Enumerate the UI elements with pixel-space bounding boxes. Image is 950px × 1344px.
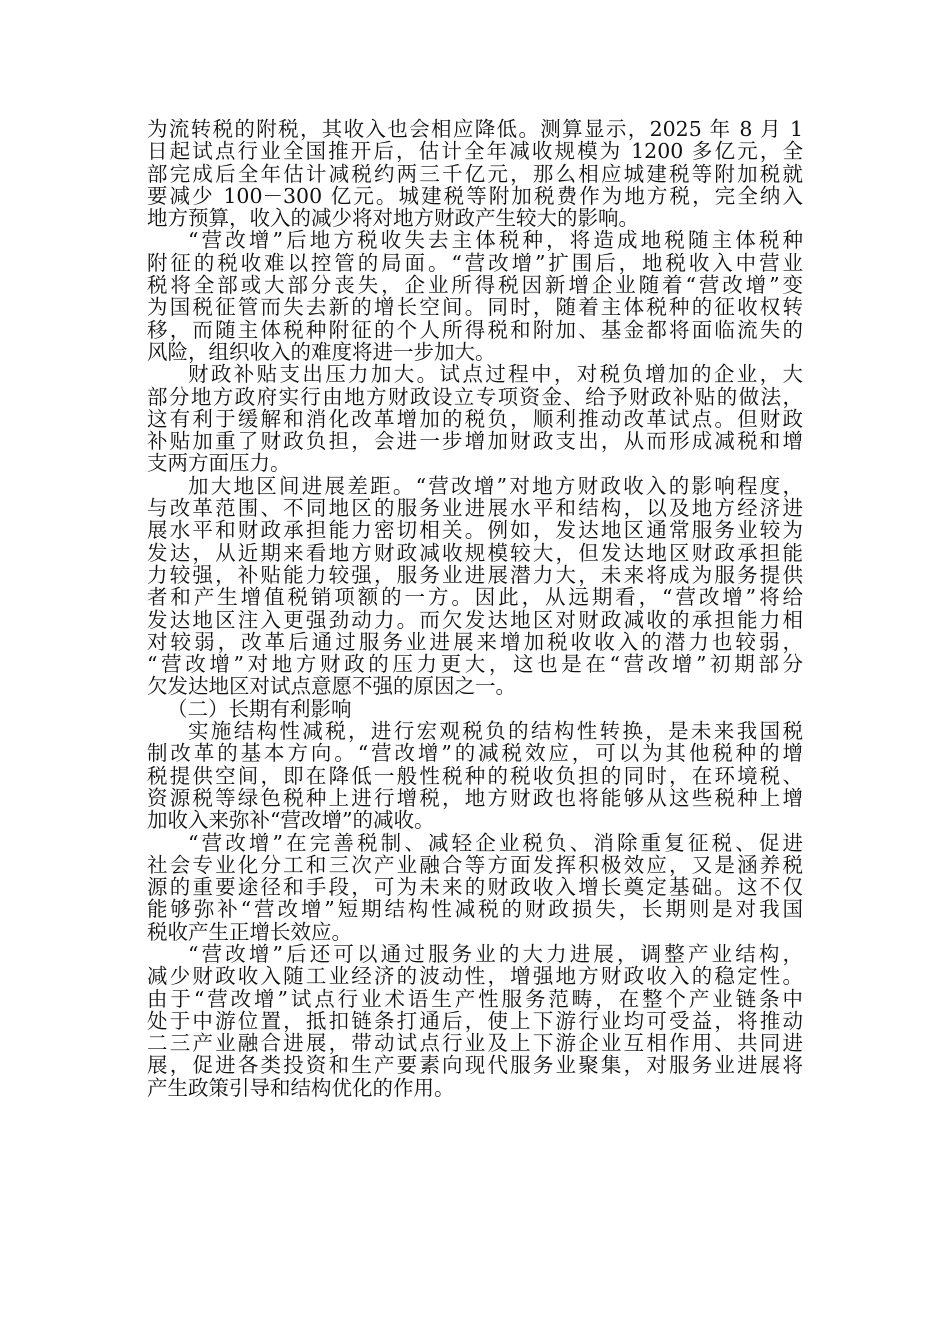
text-line: “营改增”对地方财政的压力更大，这也是在“营改增”初期部分 <box>147 652 803 677</box>
text-line: 能够弥补“营改增”短期结构性减税的财政损失，长期则是对我国 <box>147 897 803 922</box>
text-line: 税收产生正增长效应。 <box>147 919 352 944</box>
text-line: “营改增”在完善税制、减轻企业税负、消除重复征税、促进 <box>188 830 803 855</box>
text-line: 支两方面压力。 <box>147 451 291 476</box>
text-line: “营改增”后地方税收失去主体税种，将造成地税随主体税种 <box>188 228 803 253</box>
text-line: 力较强，补贴能力较强，服务业进展潜力大，未来将成为服务提供 <box>147 562 803 587</box>
text-line: 风险，组织收入的难度将进一步加大。 <box>147 339 496 364</box>
text-line: 源的重要途径和手段，可为未来的财政收入增长奠定基础。这不仅 <box>147 875 803 900</box>
section-heading <box>147 698 803 720</box>
text-line: 产生政策引导和结构优化的作用。 <box>147 1075 455 1100</box>
text-line: 由于“营改增”试点行业术语生产性服务范畴，在整个产业链条中 <box>147 986 803 1011</box>
text-line: 欠发达地区对试点意愿不强的原因之一。 <box>147 674 516 699</box>
text-line: 税提供空间，即在降低一般性税种的税收负担的同时，在环境税、 <box>147 763 803 788</box>
text-line: 资源税等绿色税种上进行增税，地方财政也将能够从这些税种上增 <box>147 785 803 810</box>
paragraph <box>147 118 803 229</box>
text-line: 部完成后全年估计减税约两三千亿元，那么相应城建税等附加税就 <box>147 161 803 186</box>
paragraph <box>147 943 803 1099</box>
text-line: 附征的税收难以控管的局面。“营改增”扩围后，地税收入中营业 <box>147 250 803 275</box>
paragraph <box>147 832 803 943</box>
text-line: 二三产业融合进展，带动试点行业及上下游企业互相作用、共同进 <box>147 1031 803 1056</box>
document-body <box>147 118 803 1099</box>
text-line: “营改增”后还可以通过服务业的大力进展，调整产业结构， <box>188 941 803 966</box>
text-line: 补贴加重了财政负担，会进一步增加财政支出，从而形成减税和增 <box>147 429 803 454</box>
text-line: 社会专业化分工和三次产业融合等方面发挥积极效应，又是涵养税 <box>147 852 803 877</box>
text-line: 处于中游位置，抵扣链条打通后，使上下游行业均可受益，将推动 <box>147 1008 803 1033</box>
text-line: 加大地区间进展差距。“营改增”对地方财政收入的影响程度， <box>188 473 803 498</box>
text-line: 展，促进各类投资和生产要素向现代服务业聚集，对服务业进展将 <box>147 1053 803 1078</box>
paragraph <box>147 363 803 474</box>
text-line: （二）长期有利影响 <box>167 696 352 721</box>
text-line: 地方预算，收入的减少将对地方财政产生较大的影响。 <box>147 206 639 231</box>
text-line: 日起试点行业全国推开后，估计全年减收规模为 1200 多亿元，全 <box>147 139 803 164</box>
text-line: 这有利于缓解和消化改革增加的税负，顺利推动改革试点。但财政 <box>147 406 803 431</box>
text-line: 制改革的基本方向。“营改增”的减税效应，可以为其他税种的增 <box>147 741 803 766</box>
text-line: 为流转税的附税，其收入也会相应降低。测算显示，2025 年 8 月 1 <box>147 117 803 141</box>
text-line: 发达，从近期来看地方财政减收规模较大，但发达地区财政承担能 <box>147 540 803 565</box>
text-line: 发达地区注入更强劲动力。而欠发达地区对财政减收的承担能力相 <box>147 607 803 632</box>
text-line: 对较弱，改革后通过服务业进展来增加税收收入的潜力也较弱， <box>147 629 803 654</box>
text-line: 与改革范围、不同地区的服务业进展水平和结构，以及地方经济进 <box>147 496 803 521</box>
paragraph <box>147 720 803 831</box>
paragraph <box>147 475 803 698</box>
text-line: 实施结构性减税，进行宏观税负的结构性转换，是未来我国税 <box>188 719 803 744</box>
paragraph <box>147 229 803 363</box>
text-line: 部分地方政府实行由地方财政设立专项资金、给予财政补贴的做法， <box>147 384 803 409</box>
text-line: 为国税征管而失去新的增长空间。同时，随着主体税种的征收权转 <box>147 295 803 320</box>
text-line: 财政补贴支出压力加大。试点过程中，对税负增加的企业，大 <box>188 362 803 387</box>
text-line: 减少财政收入随工业经济的波动性，增强地方财政收入的稳定性。 <box>147 964 803 989</box>
text-line: 税将全部或大部分丧失，企业所得税因新增企业随着“营改增”变 <box>147 273 803 298</box>
text-line: 加收入来弥补“营改增”的减收。 <box>147 808 435 833</box>
text-line: 要减少 100－300 亿元。城建税等附加税费作为地方税，完全纳入 <box>147 183 803 208</box>
text-line: 者和产生增值税销项额的一方。因此，从远期看，“营改增”将给 <box>147 585 803 610</box>
text-line: 移，而随主体税种附征的个人所得税和附加、基金都将面临流失的 <box>147 317 803 342</box>
text-line: 展水平和财政承担能力密切相关。例如，发达地区通常服务业较为 <box>147 518 803 543</box>
